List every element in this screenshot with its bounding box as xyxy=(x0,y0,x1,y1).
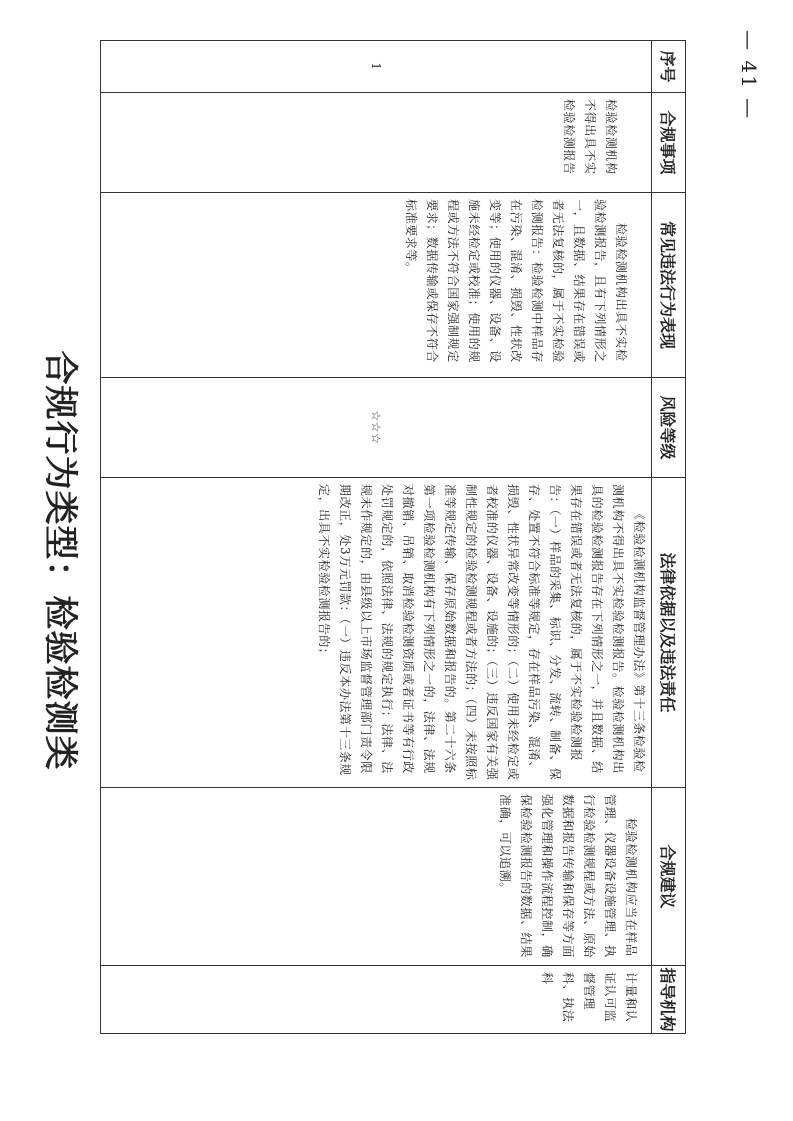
table-header-row xyxy=(652,41,686,1034)
cell-basis: 《检验检测机构监督管理办法》第十三条检验检测机构不得出具不实检验检测报告。检验检测机构出具的检验检测报告存在下列情形之一，并且数据、结果存在错误或者无法复核的，属于不实检验检测报告：（一）样品的采集、标识、分发、流转、制备、保存、处置不符合标准等规定，存在样品污染、混淆、损毁、性状异常改变等情形的；（二）使用未经检定或者校准的仪器、设备、设施的；（三）违反国家有关强制性规定的检验检测规程或者方法的；（四）未按照标准等规定传输、保存原始数据和报告的。第二十六条第一项检验检测机构有下列情形之一的，法律、法规对撤销、吊销、取消检验检测资质或者证书等有行政处罚规定的，依照法律、法规的规定执行；法律、法规未作规定的，由县级以上市场监督管理部门责令限期改正，处3万元罚款：（一）违反本办法第十三条规定，出具不实检验检测报告的； xyxy=(101,478,652,788)
cell-advice: 检验检测机构应当在样品管理、仪器设备设施管理、执行检验检测规程或方法、原始数据和报告传输和保存等方面强化管理和操作流程控制，确保检验检测报告的数据、结果准确，可以追溯。 xyxy=(101,788,652,966)
cell-seq: 1 xyxy=(101,41,652,93)
page-number: — 41 — xyxy=(737,30,761,121)
page-title: 合规行为类型：检验检测类 xyxy=(40,350,80,771)
cell-risk: ☆☆☆ xyxy=(101,378,652,478)
header-risk: 风险等级 xyxy=(652,378,686,478)
header-advice: 合规建议 xyxy=(652,788,686,966)
header-behavior: 常见违法行为表现 xyxy=(652,193,686,378)
header-seq: 序号 xyxy=(652,41,686,93)
table-row xyxy=(101,41,652,1034)
header-item: 合规事项 xyxy=(652,93,686,193)
cell-item: 检验检测机构不得出具不实检验检测报告 xyxy=(101,93,652,193)
compliance-table xyxy=(100,40,686,1034)
cell-behavior: 检验检测机构出具不实检验检测报告，且有下列情形之一，且数据、结果存在错误或者无法复核的，属于不实检验检测报告：检验检测中样品存在污染、混淆、损毁、性状改变等；使用的仪器、设备、设施未经检定或校准；使用的规程或方法不符合国家强制规定要求；数据传输或保存不符合标准要求等。 xyxy=(101,193,652,378)
header-agency: 指导机构 xyxy=(652,966,686,1034)
header-basis: 法律依据以及违法责任 xyxy=(652,478,686,788)
cell-agency: 计量和认证认可监督管理科、执法科 xyxy=(101,966,652,1034)
